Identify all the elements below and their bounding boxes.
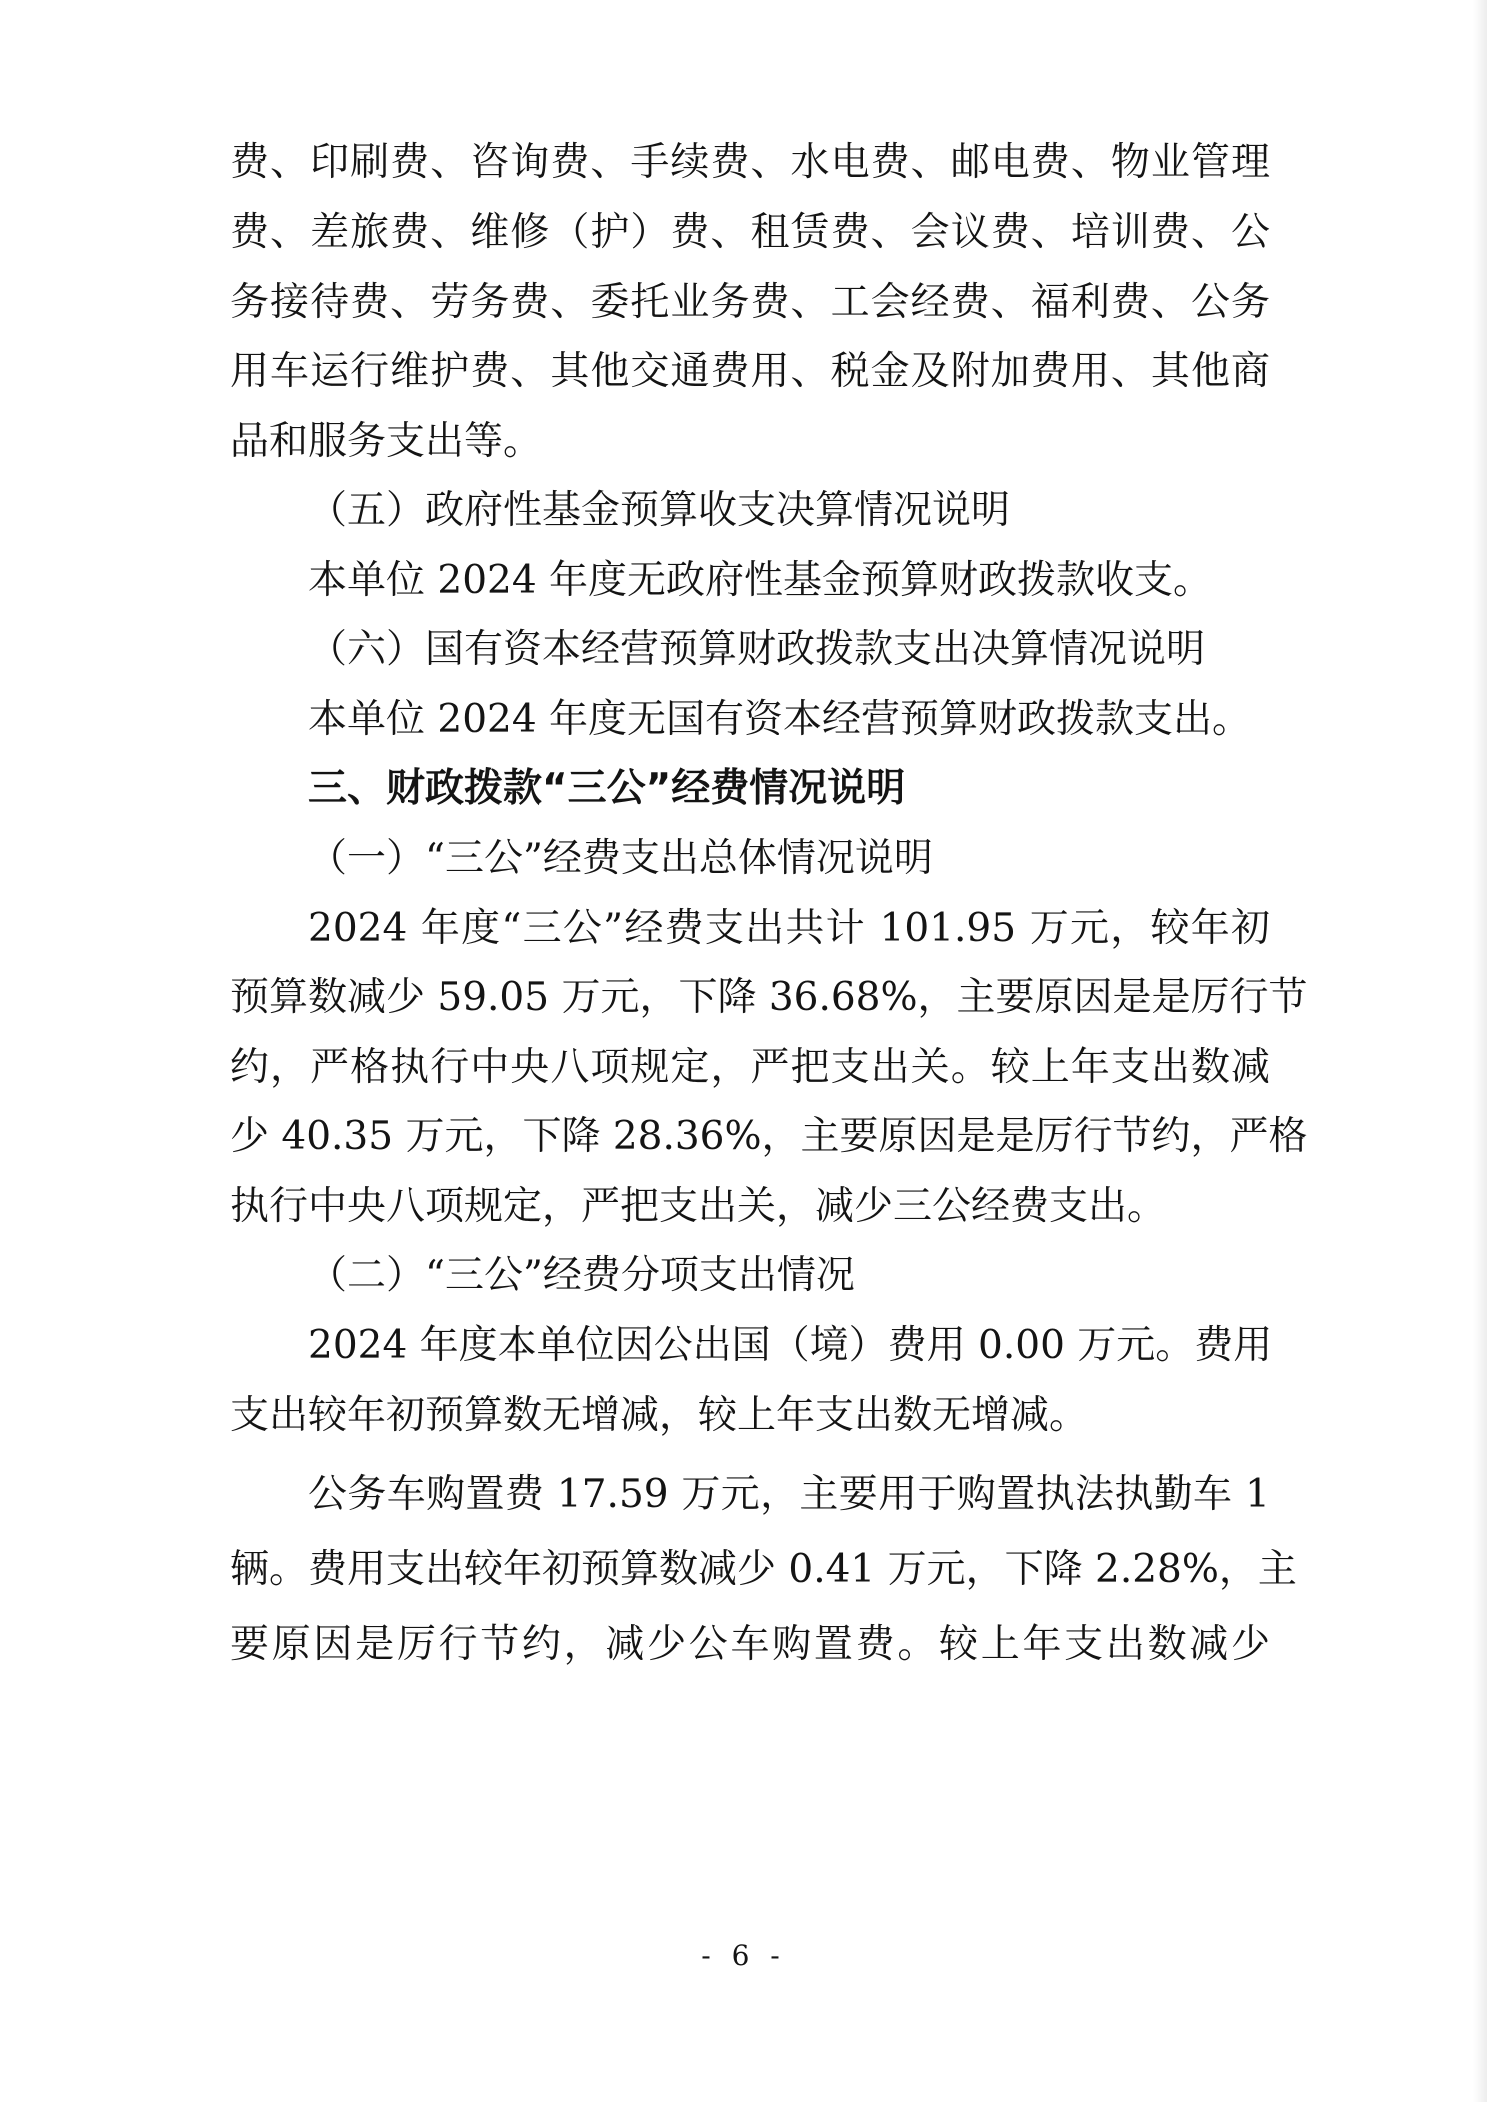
body-line: 支出较年初预算数无增减，较上年支出数无增减。 [230,1393,1089,1438]
body-line: 少 40.35 万元，下降 28.36%，主要原因是是厉行节约，严格 [230,1114,1308,1159]
section-heading: （五）政府性基金预算收支决算情况说明 [308,488,1011,533]
chapter-heading: 三、财政拨款“三公”经费情况说明 [308,766,906,811]
body-line: 费、印刷费、咨询费、手续费、水电费、邮电费、物业管理 [230,140,1270,185]
body-line: 执行中央八项规定，严把支出关，减少三公经费支出。 [230,1184,1167,1229]
body-line: 务接待费、劳务费、委托业务费、工会经费、福利费、公务 [230,280,1270,325]
body-line: 要原因是厉行节约，减少公车购置费。较上年支出数减少 [230,1622,1270,1667]
scan-edge-shadow [1473,0,1487,2102]
section-heading: （二）“三公”经费分项支出情况 [308,1253,855,1298]
body-line: 2024 年度本单位因公出国（境）费用 0.00 万元。费用 [308,1323,1273,1368]
body-line: 本单位 2024 年度无国有资本经营预算财政拨款支出。 [308,697,1252,742]
body-line: 品和服务支出等。 [230,419,543,464]
body-line: 辆。费用支出较年初预算数减少 0.41 万元，下降 2.28%，主 [230,1547,1297,1592]
body-line: 费、差旅费、维修（护）费、租赁费、会议费、培训费、公 [230,210,1270,255]
body-line: 本单位 2024 年度无政府性基金预算财政拨款收支。 [308,558,1213,603]
body-line: 约，严格执行中央八项规定，严把支出关。较上年支出数减 [230,1045,1270,1090]
section-heading: （六）国有资本经营预算财政拨款支出决算情况说明 [308,627,1206,672]
body-line: 2024 年度“三公”经费支出共计 101.95 万元，较年初 [308,906,1270,951]
body-line: 用车运行维护费、其他交通费用、税金及附加费用、其他商 [230,349,1270,394]
section-heading: （一）“三公”经费支出总体情况说明 [308,836,933,881]
body-line: 公务车购置费 17.59 万元，主要用于购置执法执勤车 1 [308,1472,1270,1517]
page-number: - 6 - [701,1939,786,1972]
body-line: 预算数减少 59.05 万元，下降 36.68%，主要原因是是厉行节 [230,975,1308,1020]
